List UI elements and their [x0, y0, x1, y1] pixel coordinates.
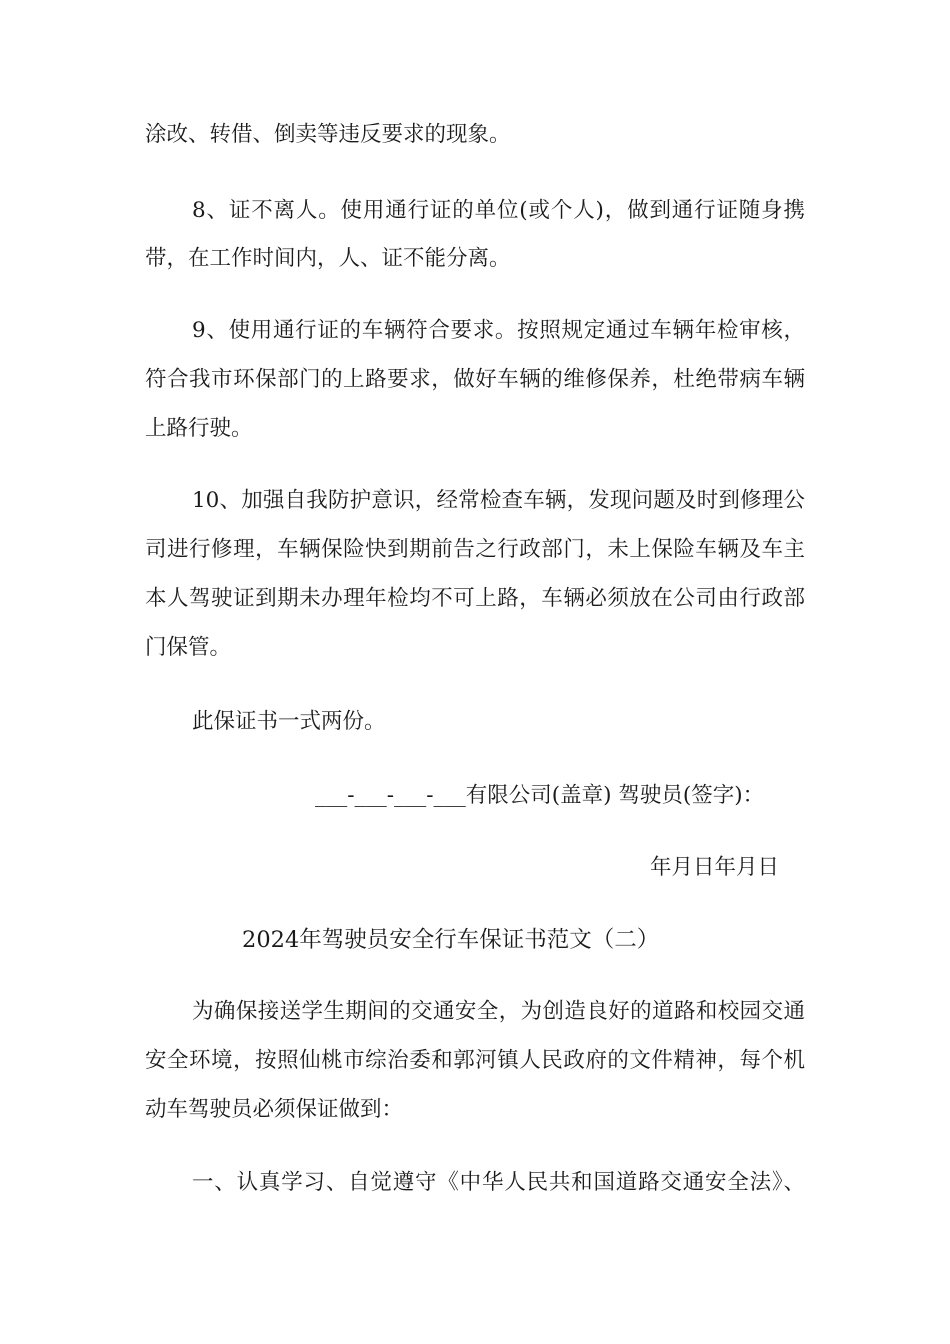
paragraph-line: 一、认真学习、自觉遵守《中华人民共和国道路交通安全法》、: [192, 1170, 805, 1195]
signature-line: ___-___-___-___有限公司(盖章) 驾驶员(签字)：: [315, 783, 765, 808]
paragraph-line: 此保证书一式两份。: [192, 709, 386, 734]
paragraph-line: 10、加强自我防护意识，经常检查车辆，发现问题及时到修理公: [192, 488, 805, 513]
paragraph-line: 符合我市环保部门的上路要求，做好车辆的维修保养，杜绝带病车辆: [145, 367, 805, 392]
paragraph-line: 8、证不离人。使用通行证的单位(或个人)，做到通行证随身携: [192, 198, 805, 223]
paragraph-line: 本人驾驶证到期未办理年检均不可上路，车辆必须放在公司由行政部: [145, 586, 805, 611]
paragraph-line: 司进行修理，车辆保险快到期前告之行政部门，未上保险车辆及车主: [145, 537, 805, 562]
date-line: 年月日年月日: [650, 855, 780, 880]
paragraph-line: 9、使用通行证的车辆符合要求。按照规定通过车辆年检审核，: [192, 318, 805, 343]
paragraph-line: 涂改、转借、倒卖等违反要求的现象。: [145, 122, 511, 147]
paragraph-line: 安全环境，按照仙桃市综治委和郭河镇人民政府的文件精神，每个机: [145, 1048, 805, 1073]
paragraph-line: 带，在工作时间内，人、证不能分离。: [145, 246, 511, 271]
paragraph-line: 为确保接送学生期间的交通安全，为创造良好的道路和校园交通: [192, 999, 805, 1024]
section-title: 2024年驾驶员安全行车保证书范文（二）: [242, 927, 660, 953]
paragraph-line: 门保管。: [145, 635, 232, 660]
paragraph-line: 动车驾驶员必须保证做到：: [145, 1097, 404, 1122]
paragraph-line: 上路行驶。: [145, 416, 253, 441]
